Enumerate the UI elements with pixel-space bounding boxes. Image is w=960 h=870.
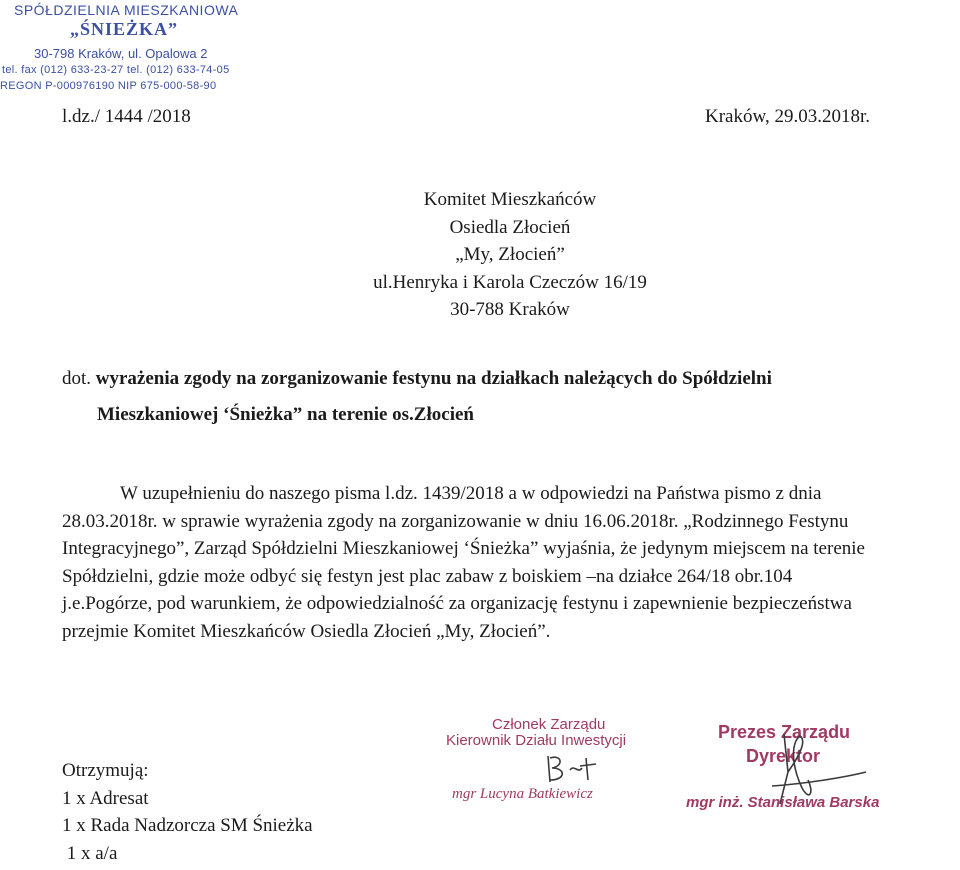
recipient-line-3: „My, Złocień” bbox=[455, 244, 565, 265]
subject-text-1: wyrażenia zgody na zorganizowanie festynu na działkach należących do Spółdzielni bbox=[95, 368, 772, 389]
subject-line-1 bbox=[62, 368, 772, 390]
letter-date: Kraków, 29.03.2018r. bbox=[705, 106, 870, 127]
signature1-name: mgr Lucyna Batkiewicz bbox=[452, 786, 593, 802]
subject-prefix: dot. bbox=[62, 368, 92, 389]
body-line-2: 28.03.2018r. w sprawie wyrażenia zgody na zorganizowanie w dniu 16.06.2018r. „Rodzinnego Festynu bbox=[62, 510, 849, 532]
body-line-3: Integracyjnego”, Zarząd Spółdzielni Mieszkaniowej ‘Śnieżka” wyjaśnia, że jedynym miejscem na terenie bbox=[62, 538, 865, 560]
recipient-item-1: 1 x Adresat bbox=[62, 787, 149, 809]
signature-stamp-president bbox=[680, 722, 920, 822]
body-line-5: j.e.Pogórze, pod warunkiem, że odpowiedzialność za organizację festynu i zapewnienie bezpieczeństwa bbox=[62, 593, 852, 615]
stamp-line-4: tel. fax (012) 633-23-27 tel. (012) 633-74-05 bbox=[2, 64, 230, 76]
subject-text-2: Mieszkaniowej ‘Śnieżka” na terenie os.Złocień bbox=[97, 404, 474, 425]
reference-number: l.dz./ 1444 /2018 bbox=[62, 106, 191, 127]
recipient-line-2: Osiedla Złocień bbox=[449, 216, 571, 238]
recipient-address bbox=[260, 186, 760, 324]
body-line-1: W uzupełnieniu do naszego pisma l.dz. 1439/2018 a w odpowiedzi na Państwa pismo z dnia bbox=[120, 483, 822, 504]
stamp-line-3: 30-798 Kraków, ul. Opalowa 2 bbox=[34, 46, 208, 61]
signature1-role-1: Członek Zarządu bbox=[492, 716, 606, 733]
signature2-title-2: Dyrektor bbox=[746, 746, 821, 766]
recipient-item-3: 1 x a/a bbox=[62, 842, 118, 864]
recipients-list bbox=[62, 757, 313, 867]
body-line-4: Spółdzielni, gdzie może odbyć się festyn jest plac zabaw z boiskiem –na działce 264/18 obr.104 bbox=[62, 565, 793, 587]
signature-stamp-board-member bbox=[440, 716, 680, 816]
cooperative-header-stamp bbox=[0, 0, 270, 100]
recipient-item-2: 1 x Rada Nadzorcza SM Śnieżka bbox=[62, 815, 313, 836]
signature2-title-1: Prezes Zarządu bbox=[718, 722, 851, 742]
stamp-line-5: REGON P-000976190 NIP 675-000-58-90 bbox=[0, 80, 217, 92]
letter-body bbox=[62, 480, 922, 646]
body-line-6: przejmie Komitet Mieszkańców Osiedla Złocień „My, Złocień”. bbox=[62, 620, 551, 642]
handwritten-initials-icon bbox=[540, 752, 600, 788]
signature2-name: mgr inż. Stanisława Barska bbox=[686, 794, 880, 811]
stamp-line-1: SPÓŁDZIELNIA MIESZKANIOWA bbox=[14, 2, 239, 18]
handwritten-signature-icon bbox=[762, 732, 872, 832]
recipient-line-4: ul.Henryka i Karola Czeczów 16/19 bbox=[373, 271, 647, 293]
recipient-line-1: Komitet Mieszkańców bbox=[423, 189, 597, 210]
signature1-role-2: Kierownik Działu Inwestycji bbox=[446, 732, 627, 749]
recipient-line-5: 30-788 Kraków bbox=[450, 299, 570, 320]
stamp-line-2: „ŚNIEŻKA” bbox=[70, 19, 179, 39]
recipients-heading: Otrzymują: bbox=[62, 760, 149, 781]
